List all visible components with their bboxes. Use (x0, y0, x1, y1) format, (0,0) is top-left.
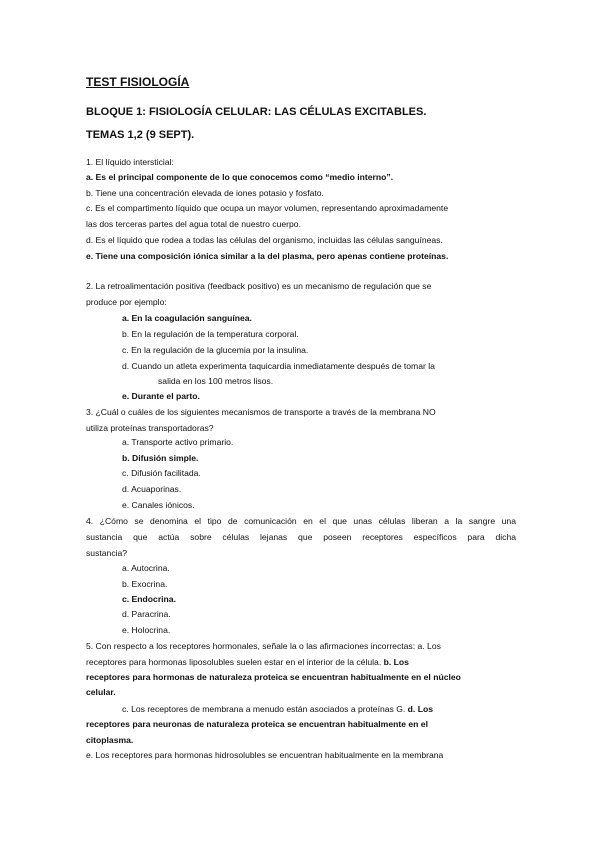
document-line (122, 390, 552, 402)
document-line (86, 280, 516, 292)
line-text: sustancia que actúa sobre células lejanas que poseen receptores específicos para dicha (86, 532, 516, 542)
answer-text-bold: receptores para neuronas de naturaleza proteica se encuentran habitualmente en el (86, 719, 428, 729)
line-text: b. Tiene una concentración elevada de iones potasio y fosfato. (86, 188, 324, 198)
line-text: c. En la regulación de la glucemia por la insulina. (122, 345, 309, 355)
line-text: sustancia? (86, 548, 128, 558)
document-line (86, 250, 516, 262)
line-text: a. Autocrina. (122, 563, 170, 573)
line-text: e. Los receptores para hormonas hidrosolubles se encuentran habitualmente en la membrana (86, 750, 444, 760)
answer-text-bold: e. Durante el parto. (122, 391, 200, 401)
line-text: d. Es el líquido que rodea a todas las células del organismo, incluidas las células sanguíneas. (86, 235, 443, 245)
line-text: 3. ¿Cuál o cuáles de los siguientes mecanismos de transporte a través de la membrana NO (86, 407, 436, 417)
document-line (86, 749, 516, 761)
document-line (122, 593, 552, 605)
line-text: b. Exocrina. (122, 579, 168, 589)
line-text: d. Acuaporinas. (122, 484, 182, 494)
line-text: utiliza proteínas transportadoras? (86, 423, 214, 433)
document-line (122, 452, 552, 464)
line-text: 5. Con respecto a los receptores hormonales, señale la o las afirmaciones incorrectas: a. Los (86, 641, 441, 651)
document-line (122, 328, 552, 340)
document-line (122, 578, 552, 590)
document-line (122, 608, 552, 620)
line-text: salida en los 100 metros lisos. (158, 376, 274, 386)
answer-text-bold: a. En la coagulación sanguínea. (122, 313, 252, 323)
document-line (158, 375, 588, 387)
document-line (86, 406, 516, 418)
document-line (86, 156, 516, 168)
document-line (86, 640, 516, 652)
document-line (86, 671, 516, 683)
line-text: c. Los receptores de membrana a menudo están asociados a proteínas G. (122, 704, 408, 714)
document-line (122, 467, 552, 479)
document-title: TEST FISIOLOGÍA (86, 75, 190, 89)
document-line (122, 360, 552, 372)
document-line (122, 483, 552, 495)
line-text: produce por ejemplo: (86, 297, 167, 307)
document-line (122, 344, 552, 356)
document-line (86, 686, 516, 698)
line-text: 1. El líquido intersticial: (86, 157, 174, 167)
document-line (86, 547, 516, 559)
answer-text-bold: e. Tiene una composición iónica similar a la del plasma, pero apenas contiene proteínas. (86, 251, 449, 261)
document-line (86, 422, 516, 434)
document-line (86, 202, 516, 214)
document-line (86, 171, 516, 183)
document-line (122, 436, 552, 448)
line-text: 2. La retroalimentación positiva (feedback positivo) es un mecanismo de regulación que se (86, 281, 432, 291)
document-line (86, 187, 516, 199)
line-text: d. Cuando un atleta experimenta taquicardia inmediatamente después de tomar la (122, 361, 435, 371)
document-line (122, 499, 552, 511)
answer-text-bold: celular. (86, 687, 116, 697)
document-line (86, 296, 516, 308)
answer-text-bold: citoplasma. (86, 735, 134, 745)
line-text: c. Difusión facilitada. (122, 468, 201, 478)
document-line (122, 312, 552, 324)
answer-text-bold: d. Los (407, 704, 433, 714)
document-line (86, 656, 516, 668)
answer-text-bold: receptores para hormonas de naturaleza proteica se encuentran habitualmente en el núcleo (86, 672, 461, 682)
document-line (122, 624, 552, 636)
line-text: e. Holocrina. (122, 625, 171, 635)
line-text: 4. ¿Cómo se denomina el tipo de comunicación en el que unas células liberan a la sangre una (86, 516, 516, 526)
line-text: c. Es el compartimento líquido que ocupa un mayor volumen, representando aproximadamente (86, 203, 449, 213)
line-text: a. Transporte activo primario. (122, 437, 234, 447)
document-line (86, 734, 516, 746)
answer-text-bold: b. Difusión simple. (122, 453, 199, 463)
line-text: receptores para hormonas liposolubles suelen estar en el interior de la célula. (86, 657, 384, 667)
document-line (86, 718, 516, 730)
document-line (86, 531, 516, 543)
answer-text-bold: b. Los (383, 657, 409, 667)
document-line (86, 218, 516, 230)
document-line (86, 515, 516, 527)
answer-text-bold: a. Es el principal componente de lo que conocemos como “medio interno”. (86, 172, 394, 182)
line-text: e. Canales iónicos. (122, 500, 195, 510)
document-line (86, 234, 516, 246)
answer-text-bold: c. Endocrina. (122, 594, 176, 604)
document-line (122, 703, 552, 715)
line-text: b. En la regulación de la temperatura corporal. (122, 329, 299, 339)
line-text: d. Paracrina. (122, 609, 171, 619)
line-text: las dos terceras partes del agua total de nuestro cuerpo. (86, 219, 301, 229)
block-heading: BLOQUE 1: FISIOLOGÍA CELULAR: LAS CÉLULAS EXCITABLES. (86, 106, 427, 118)
topics-heading: TEMAS 1,2 (9 SEPT). (86, 129, 195, 141)
document-line (122, 562, 552, 574)
